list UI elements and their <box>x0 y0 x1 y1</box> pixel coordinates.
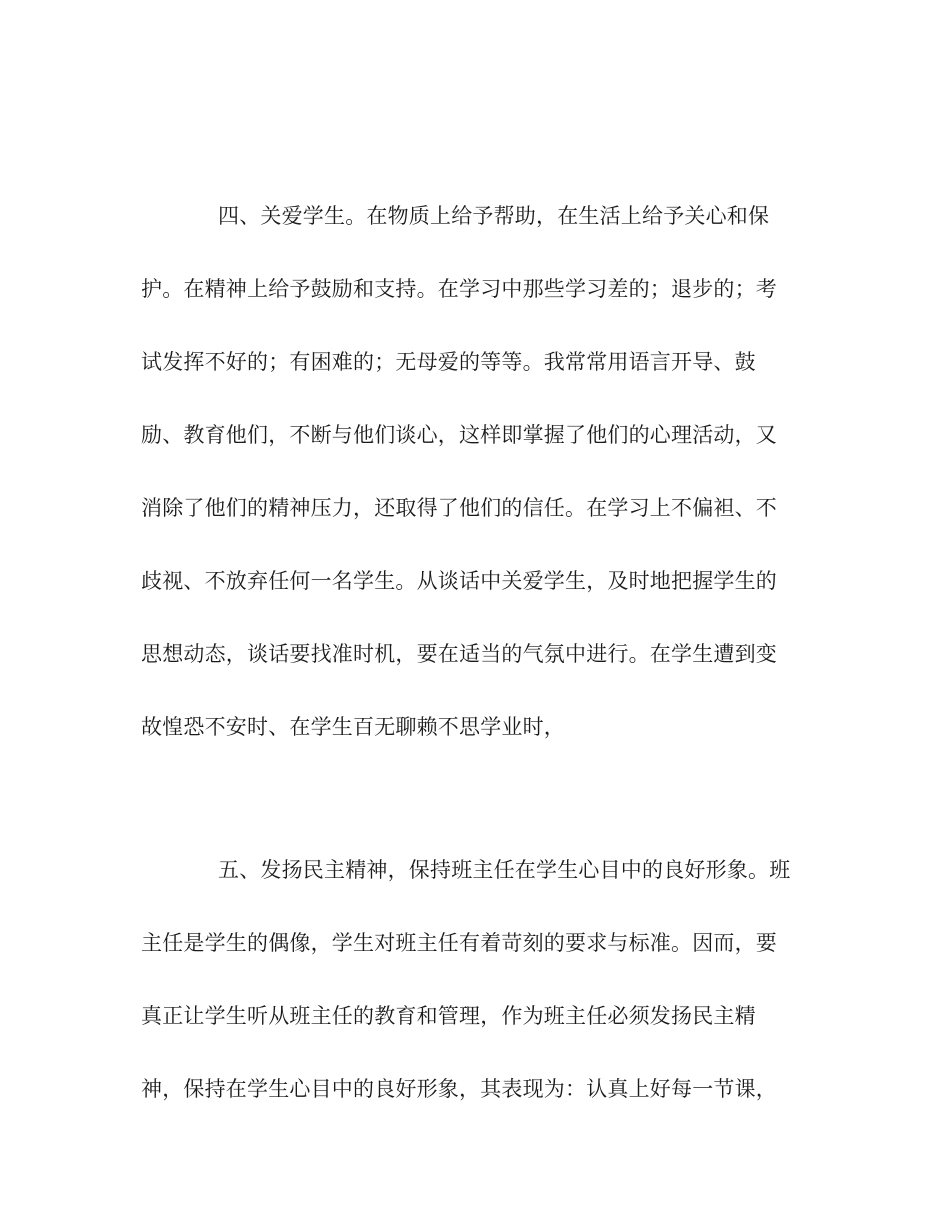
paragraph-line: 护。在精神上给予鼓励和支持。在学习中那些学习差的；退步的；考 <box>141 277 777 301</box>
paragraph-line: 励、教育他们，不断与他们谈心，这样即掌握了他们的心理活动，又 <box>141 423 777 447</box>
paragraph-line: 试发挥不好的；有困难的；无母爱的等等。我常常用语言开导、鼓 <box>141 350 756 374</box>
paragraph-line: 故惶恐不安时、在学生百无聊赖不思学业时， <box>141 715 565 739</box>
paragraph-line: 主任是学生的偶像，学生对班主任有着苛刻的要求与标准。因而，要 <box>141 931 777 955</box>
paragraph-line: 神，保持在学生心目中的良好形象，其表现为：认真上好每一节课， <box>141 1077 777 1101</box>
paragraph-line: 思想动态，谈话要找准时机，要在适当的气氛中进行。在学生遭到变 <box>141 642 777 666</box>
paragraph-line: 真正让学生听从班主任的教育和管理，作为班主任必须发扬民主精 <box>141 1004 756 1028</box>
paragraph-line: 四、关爱学生。在物质上给予帮助，在生活上给予关心和保 <box>218 204 770 228</box>
paragraph-line: 歧视、不放弃任何一名学生。从谈话中关爱学生，及时地把握学生的 <box>141 569 777 593</box>
paragraph-line: 消除了他们的精神压力，还取得了他们的信任。在学习上不偏袒、不 <box>141 496 777 520</box>
paragraph-line: 五、发扬民主精神，保持班主任在学生心目中的良好形象。班 <box>218 858 791 882</box>
